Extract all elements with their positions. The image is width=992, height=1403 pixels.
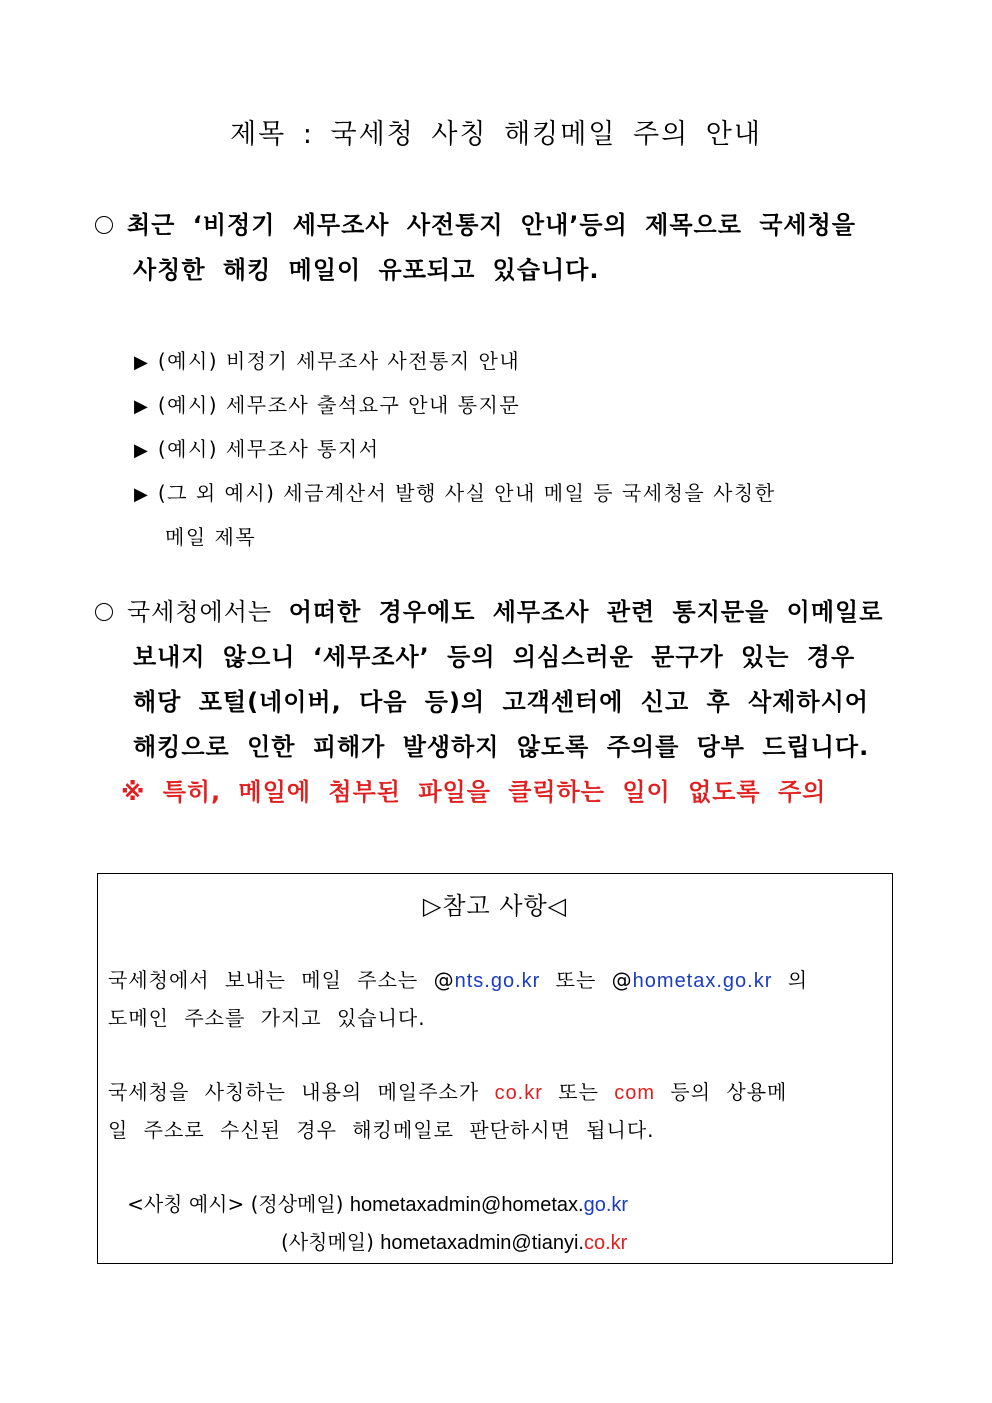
example-item xyxy=(134,340,894,384)
section2-line1: 국세청에서는 어떠한 경우에도 세무조사 관련 통지문을 이메일로 xyxy=(95,590,890,635)
section2-line3: 해당 포털(네이버, 다음 등)의 고객센터에 신고 후 삭제하시어 xyxy=(133,688,869,716)
circle-bullet-icon xyxy=(95,216,113,234)
example-phishing-mail: (사칭메일) hometaxadmin@tianyi.co.kr xyxy=(281,1230,628,1254)
example-list xyxy=(134,340,894,558)
example-text: (예시) 세무조사 출석요구 안내 통지문 xyxy=(157,393,521,417)
example-text: (예시) 세무조사 통지서 xyxy=(157,437,380,461)
reference-examples xyxy=(108,1186,883,1262)
domain-text: com xyxy=(614,1082,656,1104)
notice-section-2 xyxy=(95,590,890,815)
triangle-bullet-icon: ▶ xyxy=(134,396,148,417)
warning-text: ※ 특히, 메일에 첨부된 파일을 클릭하는 일이 없도록 주의 xyxy=(121,778,827,806)
example-item xyxy=(134,428,894,472)
warning-line-wrap xyxy=(95,770,890,815)
example-text: (예시) 비정기 세무조사 사전통지 안내 xyxy=(157,349,521,373)
reference-title: ▷참고 사항◁ xyxy=(422,892,568,920)
domain-text: nts.go.kr xyxy=(454,970,541,992)
example-text: (그 외 예시) 세금계산서 발행 사실 안내 메일 등 국세청을 사칭한 xyxy=(157,481,776,505)
page-title: 제목 : 국세청 사칭 해킹메일 주의 안내 xyxy=(230,119,762,150)
reference-paragraph-1: 국세청에서 보내는 메일 주소는 @nts.go.kr 또는 @hometax.go.kr 의 도메인 주소를 가지고 있습니다. xyxy=(108,968,809,1030)
notice-section-1 xyxy=(95,203,890,293)
example-item-continuation: 메일 제목 xyxy=(165,525,257,549)
section1-line1: 최근 ‘비정기 세무조사 사전통지 안내’등의 제목으로 국세청을 xyxy=(95,203,890,248)
domain-text: co.kr xyxy=(494,1082,543,1104)
example-genuine-mail: <사칭 예시> (정상메일) hometaxadmin@hometax.go.kr xyxy=(108,1192,629,1216)
triangle-bullet-icon: ▶ xyxy=(134,440,148,461)
example-item xyxy=(134,472,894,516)
triangle-bullet-icon: ▶ xyxy=(134,352,148,373)
triangle-bullet-icon: ▶ xyxy=(134,484,148,505)
example-item xyxy=(134,384,894,428)
reference-box xyxy=(97,873,893,1264)
section1-line2: 사칭한 해킹 메일이 유포되고 있습니다. xyxy=(133,256,600,284)
domain-text: hometax.go.kr xyxy=(632,970,773,992)
circle-bullet-icon xyxy=(95,603,113,621)
section2-line4: 해킹으로 인한 피해가 발생하지 않도록 주의를 당부 드립니다. xyxy=(133,733,870,761)
section2-line2: 보내지 않으니 ‘세무조사’ 등의 의심스러운 문구가 있는 경우 xyxy=(133,643,856,671)
reference-paragraph-2: 국세청을 사칭하는 내용의 메일주소가 co.kr 또는 com 등의 상용메 일 주소로 수신된 경우 해킹메일로 판단하시면 됩니다. xyxy=(108,1080,788,1142)
